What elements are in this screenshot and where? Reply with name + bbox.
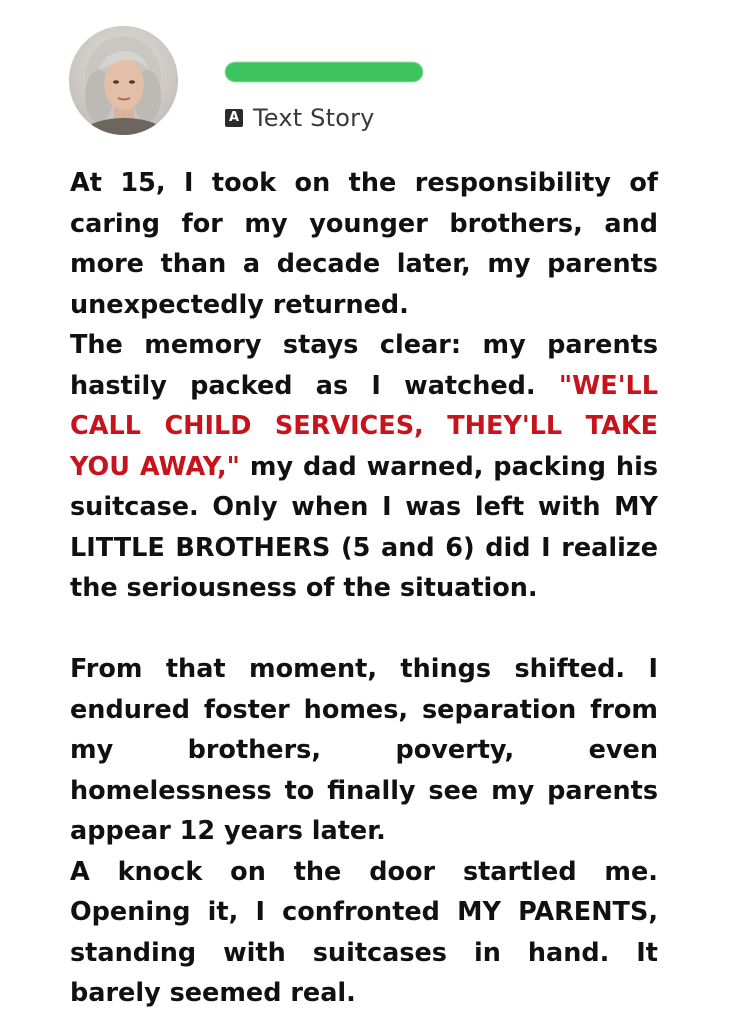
story-body [70,163,658,1014]
story-type-tag [225,104,375,132]
story-type-label: Text Story [253,104,375,132]
avatar[interactable] [69,26,178,135]
story-paragraph-1: At 15, I took on the responsibility of caring for my younger brothers, and more than a decade later, my parents unexpectedly returned. [70,168,658,320]
letter-a-icon: A [225,109,243,127]
story-paragraph-2-start: The memory stays clear: my parents hastily packed as I watched. [70,330,658,401]
story-paragraph-2 [70,325,658,609]
highlighted-quote: "WE'LL CALL CHILD SERVICES, THEY'LL TAKE YOU AWAY," [70,370,658,482]
author-name-redacted [225,62,423,82]
paragraph-spacer [70,609,658,650]
story-paragraph-2-end: my dad warned, packing his suitcase. Only when I was left with MY LITTLE BROTHERS (5 and 6) did I realize the seriousness of the situation. [70,451,658,603]
story-paragraph-4: A knock on the door startled me. Opening it, I confronted MY PARENTS, standing with suitcases in hand. It barely seemed real. [70,856,658,1008]
story-paragraph-3: From that moment, things shifted. I endured foster homes, separation from my brothers, poverty, even homelessness to finally see my parents appear 12 years later. [70,654,658,846]
avatar-portrait-icon [69,26,178,135]
story-header [0,0,729,150]
